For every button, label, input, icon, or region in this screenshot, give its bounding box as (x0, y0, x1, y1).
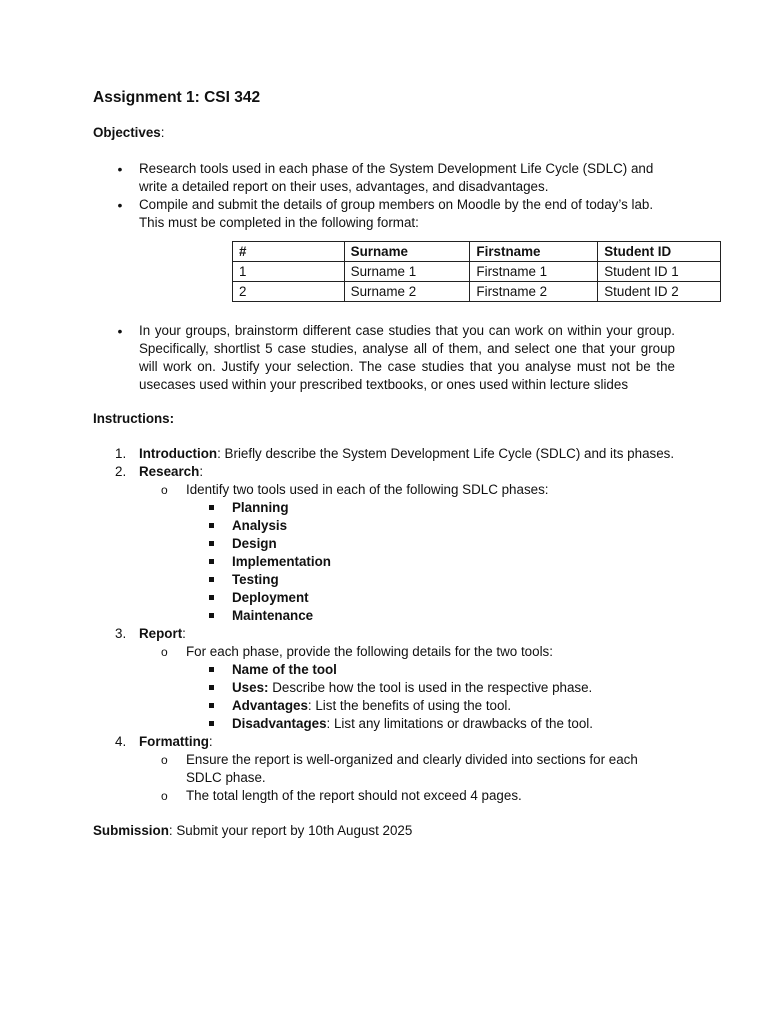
table-cell: Firstname 2 (470, 282, 598, 302)
research-subitem (139, 481, 675, 625)
table-cell: Surname 1 (344, 262, 470, 282)
table-header-cell: Firstname (470, 242, 598, 262)
objectives-heading-text: Objectives (93, 125, 161, 140)
table-header-cell: # (233, 242, 345, 262)
step-label: Research (139, 464, 200, 479)
step-text: : (182, 626, 186, 641)
phase-item (186, 535, 675, 553)
phase-list (186, 499, 675, 625)
objective-text-3: In your groups, brainstorm different case studies that you can work on within your group. Specifically, shortlist 5 case studies, analyse all of them, and select one that your group will work on. Justify your selection. The case studies that you analyse must not be the usecases used within your prescribed textbooks, or ones used within lecture slides (139, 323, 675, 392)
bullet-icon: • (117, 161, 123, 177)
step-number: 4. (115, 734, 127, 749)
table-cell: 2 (233, 282, 345, 302)
step-text: : (199, 464, 204, 479)
square-bullet-icon (209, 721, 214, 726)
step-label: Introduction (139, 446, 218, 461)
phase-name: Deployment (232, 590, 309, 605)
submission-text: : Submit your report by 10th August 2025 (168, 823, 413, 838)
phase-item (186, 607, 675, 625)
step-label: Report (139, 626, 183, 641)
research-subitem-text: Identify two tools used in each of the following SDLC phases: (186, 482, 549, 497)
square-bullet-icon (209, 577, 214, 582)
detail-text: : List the benefits of using the tool. (307, 698, 512, 713)
step-report (93, 625, 675, 733)
objective-item-1 (93, 160, 675, 196)
detail-label: Name of the tool (232, 662, 337, 677)
objectives-list (93, 160, 679, 394)
step-formatting (93, 733, 675, 805)
formatting-subitem (139, 751, 675, 787)
research-sublist (139, 481, 675, 625)
formatting-subitem-text: The total length of the report should not exceed 4 pages. (186, 788, 522, 803)
detail-item (186, 661, 675, 679)
instructions-list (93, 445, 675, 805)
table-cell: 1 (233, 262, 345, 282)
sub-bullet-icon: o (161, 789, 168, 803)
square-bullet-icon (209, 559, 214, 564)
square-bullet-icon (209, 505, 214, 510)
square-bullet-icon (209, 541, 214, 546)
phase-name: Maintenance (232, 608, 314, 623)
formatting-sublist (139, 751, 675, 805)
phase-name: Design (232, 536, 277, 551)
formatting-subitem (139, 787, 675, 805)
bullet-icon: • (117, 197, 123, 213)
square-bullet-icon (209, 523, 214, 528)
page-title: Assignment 1: CSI 342 (93, 89, 261, 106)
detail-item (186, 697, 675, 715)
step-number: 2. (115, 464, 127, 479)
phase-name: Implementation (232, 554, 331, 569)
report-sublist (139, 643, 675, 733)
phase-item (186, 571, 675, 589)
detail-item (186, 715, 675, 733)
detail-text: : List any limitations or drawbacks of the tool. (326, 716, 593, 731)
formatting-subitem-text: Ensure the report is well-organized and clearly divided into sections for each SDLC phase. (186, 752, 638, 785)
sub-bullet-icon: o (161, 483, 168, 497)
detail-label: Advantages (232, 698, 308, 713)
instructions-heading: Instructions: (93, 411, 175, 426)
report-subitem (139, 643, 675, 733)
group-members-table (232, 241, 721, 302)
phase-name: Testing (232, 572, 279, 587)
step-research (93, 463, 675, 625)
square-bullet-icon (209, 703, 214, 708)
step-introduction (93, 445, 675, 463)
table-cell: Firstname 1 (470, 262, 598, 282)
step-label: Formatting (139, 734, 209, 749)
detail-item (186, 679, 675, 697)
table-cell: Surname 2 (344, 282, 470, 302)
step-text: : (208, 734, 213, 749)
phase-item (186, 589, 675, 607)
step-number: 1. (115, 446, 127, 461)
table-row (233, 262, 721, 282)
bullet-icon: • (117, 323, 123, 339)
phase-item (186, 553, 675, 571)
phase-item (186, 517, 675, 535)
table-row (233, 282, 721, 302)
submission-line (93, 822, 675, 840)
detail-list (186, 661, 675, 733)
phase-item (186, 499, 675, 517)
table-header-row (233, 242, 721, 262)
objective-item-3 (93, 322, 675, 394)
document-content (93, 88, 679, 840)
step-text: : Briefly describe the System Development Life Cycle (SDLC) and its phases. (217, 446, 675, 461)
objectives-heading-colon: : (160, 125, 165, 140)
objective-item-2 (93, 196, 679, 302)
phase-name: Analysis (232, 518, 288, 533)
square-bullet-icon (209, 613, 214, 618)
square-bullet-icon (209, 595, 214, 600)
objective-text-2: Compile and submit the details of group members on Moodle by the end of today’s lab. This must be completed in the following format: (139, 197, 654, 230)
detail-label: Disadvantages (232, 716, 327, 731)
sub-bullet-icon: o (161, 645, 168, 659)
table-cell: Student ID 1 (598, 262, 721, 282)
square-bullet-icon (209, 685, 214, 690)
objectives-heading (93, 124, 675, 142)
objective-text-1: Research tools used in each phase of the System Development Life Cycle (SDLC) and write a detailed report on their uses, advantages, and disadvantages. (139, 161, 654, 194)
submission-label: Submission (93, 823, 169, 838)
square-bullet-icon (209, 667, 214, 672)
detail-label: Uses: (232, 680, 269, 695)
table-cell: Student ID 2 (598, 282, 721, 302)
step-number: 3. (115, 626, 127, 641)
sub-bullet-icon: o (161, 753, 168, 767)
phase-name: Planning (232, 500, 289, 515)
report-subitem-text: For each phase, provide the following details for the two tools: (186, 644, 553, 659)
table-header-cell: Student ID (598, 242, 721, 262)
detail-text: Describe how the tool is used in the respective phase. (268, 680, 593, 695)
table-header-cell: Surname (344, 242, 470, 262)
